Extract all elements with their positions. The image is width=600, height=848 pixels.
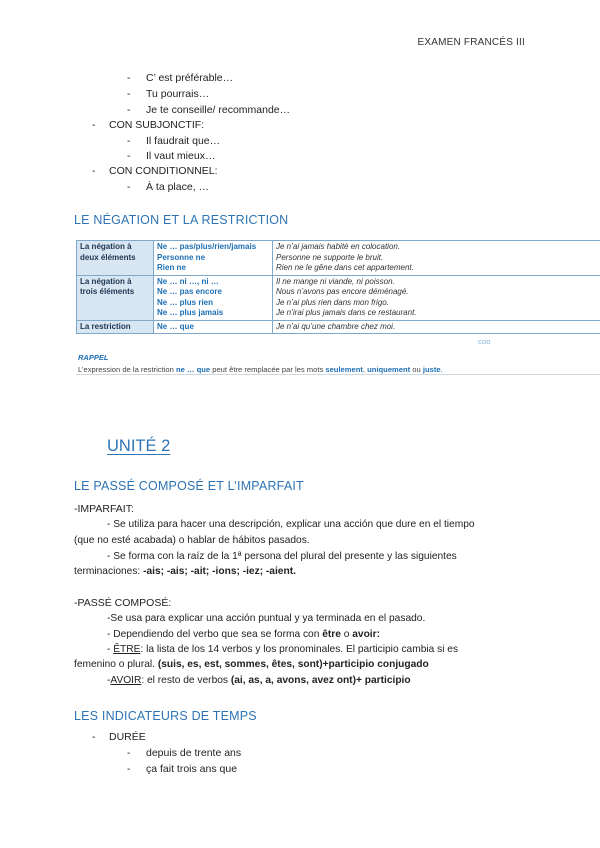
list-item: CON CONDITIONNEL: — [109, 165, 218, 177]
paragraph-line: (que no esté acabada) o hablar de hábitos pasados. — [74, 535, 310, 546]
table-cell-label: La négation à trois éléments — [77, 275, 154, 320]
rappel-note: L’expression de la restriction ne … que peut être remplacée par les mots seulement, uniquement ou juste. — [78, 365, 443, 374]
list-item: Il faudrait que… — [146, 135, 221, 147]
bullet-dash: - — [127, 72, 131, 84]
list-item: Tu pourrais… — [146, 88, 210, 100]
paragraph-line: -AVOIR: el resto de verbos (ai, as, a, avons, avez ont)+ participio — [107, 675, 411, 686]
rappel-label: RAPPEL — [78, 353, 109, 362]
list-item: DURÉE — [109, 731, 146, 743]
image-edge — [76, 374, 600, 375]
paragraph-line: - ÊTRE: la lista de los 14 verbos y los pronominales. El participio cambia si es — [107, 644, 459, 655]
table-cell-label: La restriction — [77, 320, 154, 334]
table-cell-label: La négation à deux éléments — [77, 241, 154, 276]
paragraph-line: - Se forma con la raíz de la 1ª persona del plural del presente y las siguientes — [107, 551, 457, 562]
table-row — [77, 241, 600, 276]
table-row — [77, 275, 600, 320]
passe-heading: -PASSÉ COMPOSÉ: — [74, 597, 172, 609]
bullet-dash: - — [127, 104, 131, 116]
table-cell-forms: Ne … ni …, ni … Ne … pas encore Ne … plus rien Ne … plus jamais — [154, 275, 273, 320]
bullet-dash: - — [127, 181, 131, 193]
paragraph-line: -Se usa para explicar una acción puntual y ya terminada en el pasado. — [107, 613, 426, 624]
table-row — [77, 320, 600, 334]
negation-table — [76, 240, 600, 349]
unit-title: UNITÉ 2 — [107, 437, 171, 455]
list-item: C’ est préférable… — [146, 72, 234, 84]
list-item: depuis de trente ans — [146, 747, 242, 759]
paragraph-line: femenino o plural. (suis, es, est, sommes, êtes, sont)+participio conjugado — [74, 659, 429, 670]
list-item: Je te conseille/ recommande… — [146, 104, 291, 116]
paragraph-line: - Se utiliza para hacer una descripción, explicar una acción que dure en el tiempo — [107, 519, 475, 530]
list-item: À ta place, … — [146, 181, 210, 193]
side-tag: ccio — [478, 339, 491, 346]
paragraph-line: terminaciones: -ais; -ais; -ait; -ions; -iez; -aient. — [74, 566, 296, 577]
list-item: Il vaut mieux… — [146, 150, 216, 162]
bullet-dash: - — [92, 731, 96, 743]
section-title-indicateurs: LES INDICATEURS DE TEMPS — [74, 709, 257, 723]
table-cell-examples: Il ne mange ni viande, ni poisson. Nous n’avons pas encore déménagé. Je n’ai plus rien dans mon frigo. Je n’irai plus jamais dans ce restaurant. — [273, 275, 600, 320]
section-title-negation: LE NÉGATION ET LA RESTRICTION — [74, 213, 289, 227]
table-cell-examples: Je n’ai qu’une chambre chez moi. — [273, 320, 600, 334]
imparfait-heading: -IMPARFAIT: — [74, 503, 134, 515]
table-cell-examples: Je n’ai jamais habité en colocation. Personne ne supporte le bruit. Rien ne le gêne dans cet appartement. — [273, 241, 600, 276]
bullet-dash: - — [127, 135, 131, 147]
bullet-dash: - — [92, 119, 96, 131]
bullet-dash: - — [127, 747, 131, 759]
paragraph-line: - Dependiendo del verbo que sea se forma con être o avoir: — [107, 629, 380, 640]
list-item: ça fait trois ans que — [146, 763, 238, 775]
bullet-dash: - — [92, 165, 96, 177]
page-header: EXAMEN FRANCÉS III — [417, 37, 525, 48]
section-title-passe: LE PASSÉ COMPOSÉ ET L’IMPARFAIT — [74, 479, 304, 493]
table-cell-forms: Ne … pas/plus/rien/jamais Personne ne Rien ne — [154, 241, 273, 276]
bullet-dash: - — [127, 763, 131, 775]
list-item: CON SUBJONCTIF: — [109, 119, 205, 131]
table-cell-forms: Ne … que — [154, 320, 273, 334]
bullet-dash: - — [127, 150, 131, 162]
bullet-dash: - — [127, 88, 131, 100]
